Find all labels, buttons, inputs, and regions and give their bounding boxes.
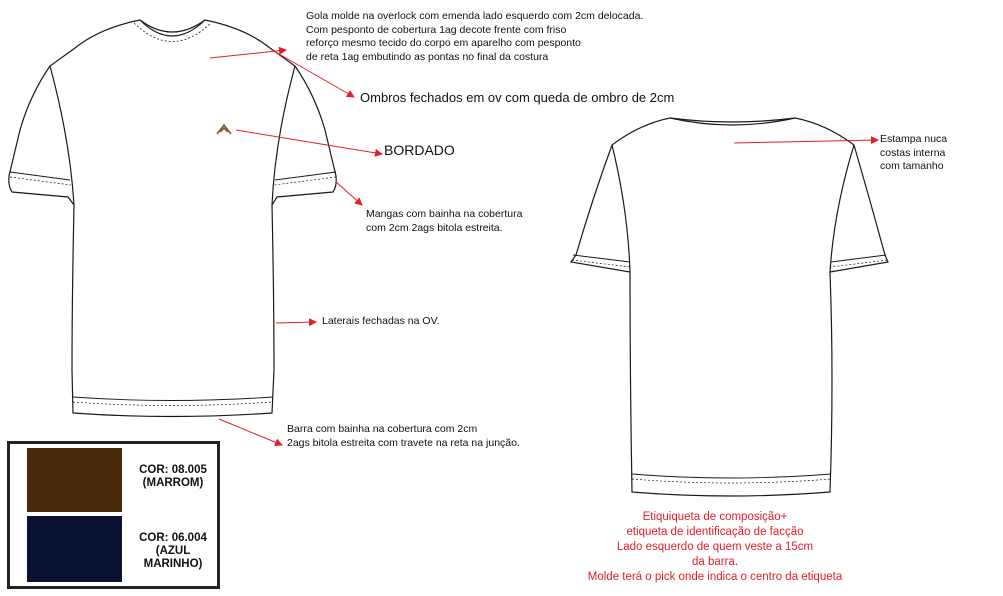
note-mangas: Mangas com bainha na cobertura com 2cm 2ags bitola estreita. bbox=[366, 208, 523, 234]
front-right-sleeve-hem bbox=[275, 172, 336, 180]
back-right-armhole bbox=[830, 145, 854, 272]
color-legend bbox=[7, 441, 220, 589]
color-swatch-azul-marinho bbox=[27, 516, 122, 582]
arrow-mangas bbox=[336, 182, 362, 205]
note-ombros: Ombros fechados em ov com queda de ombro de 2cm bbox=[360, 90, 675, 105]
front-left-sleeve-hem bbox=[10, 172, 70, 180]
label-placement-note: Etiquiqueta de composição+ etiqueta de identificação de facção Lado esquerdo de quem veste a 15cm da barra. Molde terá o pick onde indica o centro da etiqueta bbox=[587, 511, 843, 583]
back-tshirt bbox=[571, 118, 888, 496]
back-left-armhole bbox=[612, 145, 630, 272]
front-tshirt bbox=[9, 20, 336, 417]
front-hem-stitch bbox=[73, 402, 273, 406]
note-estampa: Estampa nuca costas interna com tamanho bbox=[880, 133, 948, 172]
front-right-sleeve-stitch bbox=[274, 177, 336, 185]
arrow-estampa bbox=[734, 140, 878, 143]
color-label-azul-marinho: COR: 06.004 (AZUL MARINHO) bbox=[139, 532, 207, 570]
arrow-barra bbox=[219, 419, 282, 445]
embroidery-logo bbox=[217, 125, 231, 134]
back-hem-stitch bbox=[632, 479, 831, 483]
note-gola: Gola molde na overlock com emenda lado esquerdo com 2cm delocada. Com pesponto de cobertura 1ag decote frente com friso reforço mesmo tecido do corpo em aparelho com pesponto de reta 1ag embutindo as pontas no final da costura bbox=[306, 10, 644, 63]
front-body-outline bbox=[9, 20, 336, 417]
front-hem-line bbox=[73, 397, 273, 401]
color-swatch-marrom bbox=[27, 448, 122, 512]
note-barra: Barra com bainha na cobertura com 2cm 2ags bitola estreita com travete na reta na junção. bbox=[287, 423, 520, 449]
front-collar-inner bbox=[140, 20, 205, 36]
annotation-arrows bbox=[210, 50, 878, 445]
arrow-laterais bbox=[276, 322, 316, 323]
back-hem-line bbox=[632, 474, 831, 478]
note-bordado: BORDADO bbox=[384, 142, 455, 158]
front-right-armhole bbox=[272, 66, 295, 205]
front-left-sleeve-stitch bbox=[10, 177, 71, 185]
arrow-bordado bbox=[236, 130, 382, 154]
color-label-marrom: COR: 08.005 (MARROM) bbox=[139, 464, 207, 489]
note-laterais: Laterais fechadas na OV. bbox=[322, 315, 440, 327]
